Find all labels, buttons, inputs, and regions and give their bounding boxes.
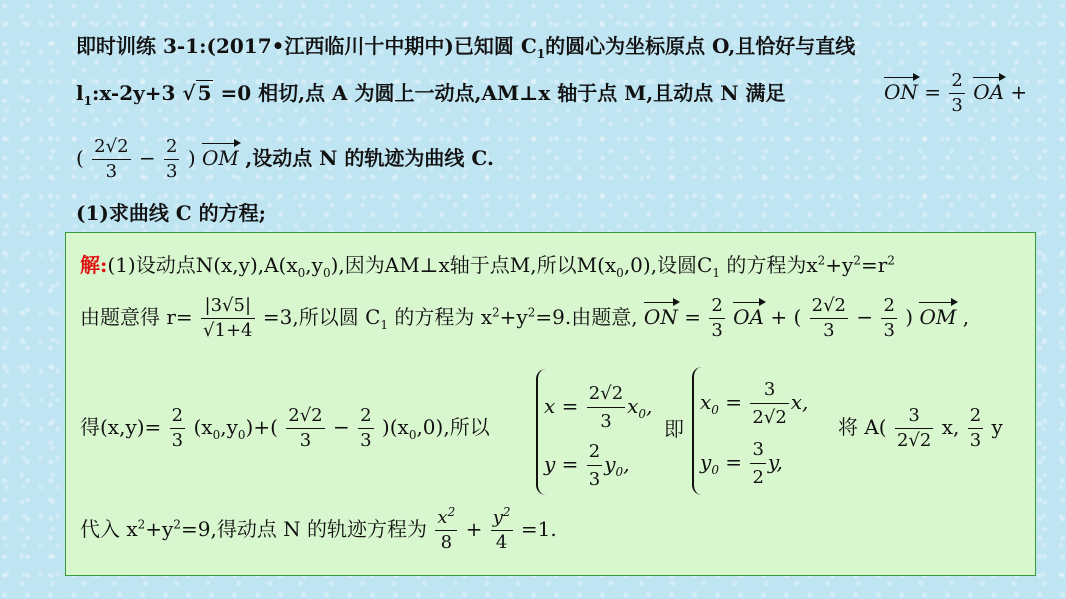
problem-line-3	[76, 138, 494, 181]
fraction-two-thirds	[709, 297, 724, 340]
numerator: 2	[170, 407, 185, 429]
text: x	[627, 394, 639, 418]
subscript: 0	[616, 266, 624, 280]
subscript: 1	[712, 266, 720, 280]
text: y	[492, 507, 503, 528]
numerator: 3	[895, 407, 933, 429]
text: ,y	[305, 253, 323, 277]
text: =9,得动点 N 的轨迹方程为	[180, 517, 428, 541]
text: (x	[193, 415, 213, 439]
text: ,y	[220, 415, 238, 439]
problem-line-1-tail: 的圆心为坐标原点 O,且恰好与直线	[545, 34, 856, 58]
fraction-two-thirds	[949, 72, 964, 115]
vector-on: ON	[884, 77, 918, 102]
text: y =	[544, 452, 579, 476]
text: y,	[767, 450, 783, 474]
denominator: 3	[883, 320, 895, 341]
fraction-two-thirds	[358, 407, 373, 450]
numerator: 2√2	[810, 297, 848, 319]
text: y	[604, 452, 616, 476]
subscript: 0	[711, 403, 719, 417]
denominator: 3	[600, 411, 612, 432]
problem-line-3-tail: ,设动点 N 的轨迹为曲线 C.	[245, 146, 494, 170]
text: (1)设动点N(x,y),A(x	[107, 253, 298, 277]
fraction-three-halves	[750, 439, 765, 488]
plus-sign: +	[770, 305, 788, 329]
fraction-two-thirds	[164, 138, 179, 181]
solution-box	[65, 232, 1036, 576]
denominator: √1+4	[203, 320, 253, 341]
text: =	[718, 390, 743, 414]
text: +y	[825, 253, 854, 277]
text: x =	[544, 394, 579, 418]
paren-close: )	[187, 146, 196, 170]
numerator	[435, 505, 457, 531]
problem-line-2-text: =0 相切,点 A 为圆上一动点,AM⊥x 轴于点 M,且动点 N 满足	[220, 81, 786, 105]
text: )(x	[381, 415, 409, 439]
subscript: 0	[322, 266, 331, 280]
vector-om: OM	[919, 302, 956, 327]
minus-sign: −	[856, 305, 874, 329]
vector-oa: OA	[973, 77, 1004, 102]
numerator: 2	[709, 297, 724, 319]
denominator: 2	[752, 467, 764, 488]
denominator: 3	[105, 161, 118, 182]
superscript: 2	[137, 517, 146, 532]
vector-oa: OA	[733, 302, 764, 327]
superscript: 2	[502, 505, 511, 519]
denominator: 2√2	[752, 407, 787, 428]
paren-open: (	[793, 305, 802, 329]
subscript: 0	[408, 428, 417, 442]
paren-close: )	[905, 305, 914, 329]
numerator: 2	[949, 72, 964, 94]
paren-open: (	[76, 146, 84, 170]
denominator: 3	[969, 430, 982, 451]
solution-line-2	[80, 297, 969, 340]
denominator: 3	[166, 161, 178, 182]
superscript: 2	[173, 517, 181, 532]
numerator	[491, 505, 513, 531]
solution-line-4	[80, 505, 557, 553]
text: 的方程为 x	[388, 305, 493, 329]
text: =r	[860, 253, 888, 277]
superscript: 2	[447, 505, 456, 519]
line-label: l	[76, 81, 84, 105]
superscript: 2	[527, 305, 536, 320]
minus-sign: −	[332, 415, 350, 439]
text: =1.	[520, 517, 557, 541]
numerator: 3	[750, 439, 765, 464]
numerator: 2	[358, 407, 373, 429]
text: 得(x,y)=	[80, 415, 162, 439]
text: ,0),设圆C	[623, 253, 713, 277]
fraction-x2-over-8	[435, 505, 457, 553]
superscript: 2	[887, 253, 895, 268]
solution-line-3	[80, 407, 490, 450]
text: =9.由题意,	[535, 305, 638, 329]
denominator: 2√2	[896, 430, 932, 451]
vector-on: ON	[644, 302, 678, 327]
text: +y	[145, 517, 174, 541]
text: x	[700, 390, 712, 414]
fraction-radius	[201, 297, 254, 340]
denominator: 3	[171, 430, 184, 451]
subscript: 0	[297, 266, 306, 280]
system-1-row-1	[544, 383, 652, 432]
fraction-two-sqrt2-over-3	[587, 383, 625, 432]
problem-line-1	[76, 34, 856, 61]
comma: ,	[623, 452, 630, 476]
text: x	[437, 507, 448, 528]
denominator: 3	[360, 430, 372, 451]
text: 将 A(	[838, 415, 887, 439]
subscript: 0	[212, 428, 221, 442]
fraction-two-sqrt2-over-3	[810, 297, 848, 340]
denominator: 3	[823, 320, 835, 341]
text: =	[718, 450, 743, 474]
numerator: 2	[587, 441, 602, 466]
text: =3,所以圆 C	[262, 305, 381, 329]
comma: ,	[646, 394, 653, 418]
text: )+(	[245, 415, 278, 439]
subscript: 0	[237, 428, 246, 442]
fraction-three-over-two-sqrt2	[895, 407, 933, 450]
superscript: 2	[492, 305, 500, 320]
text: ,0),所以	[416, 415, 490, 439]
solution-label: 解:	[80, 253, 108, 277]
numerator: 2	[881, 297, 896, 319]
denominator: 3	[951, 95, 963, 116]
system-1-row-2	[544, 441, 630, 490]
superscript: 2	[853, 253, 861, 268]
numerator: 2√2	[92, 138, 130, 160]
fraction-two-thirds	[968, 407, 983, 450]
equals-sign: =	[684, 305, 701, 329]
fraction-two-thirds	[881, 297, 896, 340]
fraction-two-thirds	[587, 441, 602, 490]
denominator: 8	[440, 532, 453, 553]
numerator: 2√2	[587, 383, 625, 408]
subscript: 1	[536, 47, 546, 61]
fraction-two-sqrt2-over-3	[92, 138, 130, 181]
subscript: 0	[615, 465, 624, 479]
equals-sign: =	[924, 80, 942, 104]
numerator: 2√2	[286, 407, 324, 429]
minus-sign: −	[138, 146, 156, 170]
problem-line-2	[76, 81, 786, 108]
text: +y	[499, 305, 528, 329]
plus-sign: +	[465, 517, 483, 541]
text: x,	[941, 415, 960, 439]
comma: ,	[962, 305, 970, 329]
text: 由题意得 r=	[80, 305, 193, 329]
superscript: 2	[817, 253, 826, 268]
subscript: 1	[83, 94, 92, 108]
vector-condition	[884, 72, 1027, 115]
problem-line-1-text: 即时训练 3-1:(2017•江西临川十中期中)已知圆 C	[76, 34, 537, 58]
numerator: |3√5|	[201, 297, 254, 319]
question-1: (1)求曲线 C 的方程;	[76, 201, 267, 225]
text: y	[700, 450, 712, 474]
substitute-text	[838, 407, 1003, 450]
vector-om: OM	[202, 143, 239, 168]
sqrt-five: √ 5	[182, 81, 212, 105]
fraction-three-over-two-sqrt2	[750, 379, 788, 428]
system-2-row-2	[700, 439, 783, 488]
text: 代入 x	[80, 517, 138, 541]
numerator: 3	[750, 379, 788, 404]
fraction-two-thirds	[170, 407, 185, 450]
text: 的方程为x	[720, 253, 818, 277]
numerator: 2	[164, 138, 179, 160]
radicand: 5	[197, 81, 212, 105]
text: y	[991, 415, 1003, 439]
denominator: 3	[299, 430, 312, 451]
numerator: 2	[968, 407, 983, 429]
denominator: 4	[495, 532, 508, 553]
fraction-y2-over-4	[491, 505, 513, 553]
ji-label: 即	[664, 417, 684, 441]
system-2-row-1	[700, 379, 808, 428]
subscript: 1	[380, 318, 389, 332]
subscript: 0	[711, 463, 719, 477]
plus-sign: +	[1010, 80, 1028, 104]
solution-line-1	[80, 253, 895, 280]
text: ),因为AM⊥x轴于点M,所以M(x	[330, 253, 617, 277]
text: x,	[790, 390, 809, 414]
denominator: 3	[711, 320, 723, 341]
denominator: 3	[588, 469, 601, 490]
fraction-two-sqrt2-over-3	[286, 407, 324, 450]
subscript: 0	[638, 407, 647, 421]
equation-part: :x-2y+3	[91, 81, 176, 105]
